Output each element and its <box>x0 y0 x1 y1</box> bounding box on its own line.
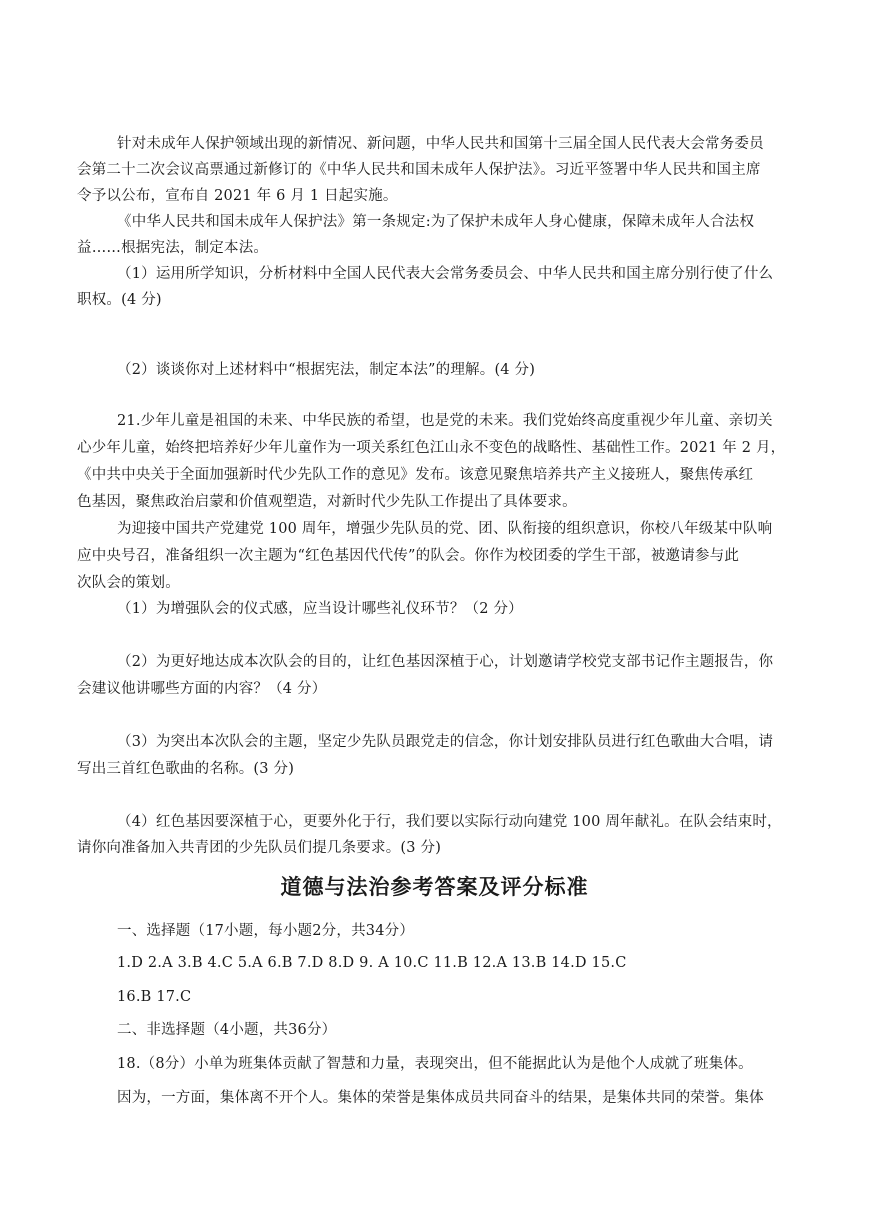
sub-question: （3）为突出本次队会的主题，坚定少先队员跟党走的信念，你计划安排队员进行红色歌曲大合唱，请 <box>117 734 774 750</box>
answer-key-title: 道德与法治参考答案及评分标准 <box>280 875 589 899</box>
material-paragraph-line: 益……根据宪法，制定本法。 <box>77 240 269 256</box>
question-line: 职权。(4 分) <box>77 292 162 308</box>
question-21-line: 应中央号召，准备组织一次主题为“红色基因代代传”的队会。你作为校团委的学生干部，被邀请参与此 <box>77 548 740 564</box>
sub-question: 请你向准备加入共青团的少先队员们提几条要求。(3 分) <box>77 840 442 856</box>
sub-question: （1）为增强队会的仪式感，应当设计哪些礼仪环节？（2 分） <box>117 601 523 617</box>
question-21-line: 《中共中央关于全面加强新时代少先队工作的意见》发布。该意见聚焦培养共产主义接班人，聚焦传承红 <box>77 467 754 483</box>
sub-question: 写出三首红色歌曲的名称。(3 分) <box>77 761 295 777</box>
sub-question: （2）为更好地达成本次队会的目的，让红色基因深植于心，计划邀请学校党支部书记作主题报告，你 <box>117 654 774 670</box>
answer-line: 18.（8分）小单为班集体贡献了智慧和力量，表现突出，但不能据此认为是他个人成就了班集体。 <box>117 1056 753 1072</box>
section-heading: 一、选择题（17小题，每小题2分，共34分） <box>117 923 415 939</box>
question-line: （1）运用所学知识，分析材料中全国人民代表大会常务委员会、中华人民共和国主席分别行使了什么 <box>117 266 774 282</box>
question-21-line: 心少年儿童，始终把培养好少年儿童作为一项关系红色江山永不变色的战略性、基础性工作。2021 年 2 月， <box>77 440 786 456</box>
material-paragraph-line: 令予以公布，宣布自 2021 年 6 月 1 日起实施。 <box>77 188 398 204</box>
question-line: （2）谈谈你对上述材料中“根据宪法，制定本法”的理解。(4 分) <box>117 362 536 378</box>
material-paragraph-line: 针对未成年人保护领域出现的新情况、新问题，中华人民共和国第十三届全国人民代表大会常务委员 <box>117 136 764 152</box>
section-heading: 二、非选择题（4小题，共36分） <box>117 1022 337 1038</box>
question-21-line: 为迎接中国共产党建党 100 周年，增强少先队员的党、团、队衔接的组织意识，你校八年级某中队响 <box>117 521 773 537</box>
question-21-line: 色基因，聚焦政治启蒙和价值观塑造，对新时代少先队工作提出了具体要求。 <box>77 494 577 510</box>
sub-question: （4）红色基因要深植于心，更要外化于行，我们要以实际行动向建党 100 周年献礼。在队会结束时， <box>117 814 782 830</box>
sub-question: 会建议他讲哪些方面的内容？（4 分） <box>77 681 327 697</box>
material-paragraph-line: 《中华人民共和国未成年人保护法》第一条规定:为了保护未成年人身心健康，保障未成年人合法权 <box>117 214 755 230</box>
material-paragraph-line: 会第二十二次会议高票通过新修订的《中华人民共和国未成年人保护法》。习近平签署中华人民共和国主席 <box>77 162 761 178</box>
answer-line: 因为，一方面，集体离不开个人。集体的荣誉是集体成员共同奋斗的结果，是集体共同的荣誉。集体 <box>117 1090 764 1106</box>
question-21-line: 次队会的策划。 <box>77 575 180 591</box>
question-21-line: 21.少年儿童是祖国的未来、中华民族的希望，也是党的未来。我们党始终高度重视少年儿童、亲切关 <box>117 413 773 429</box>
answer-row: 16.B 17.C <box>117 989 192 1005</box>
answer-row: 1.D 2.A 3.B 4.C 5.A 6.B 7.D 8.D 9. A 10.C 11.B 12.A 13.B 14.D 15.C <box>117 955 627 971</box>
